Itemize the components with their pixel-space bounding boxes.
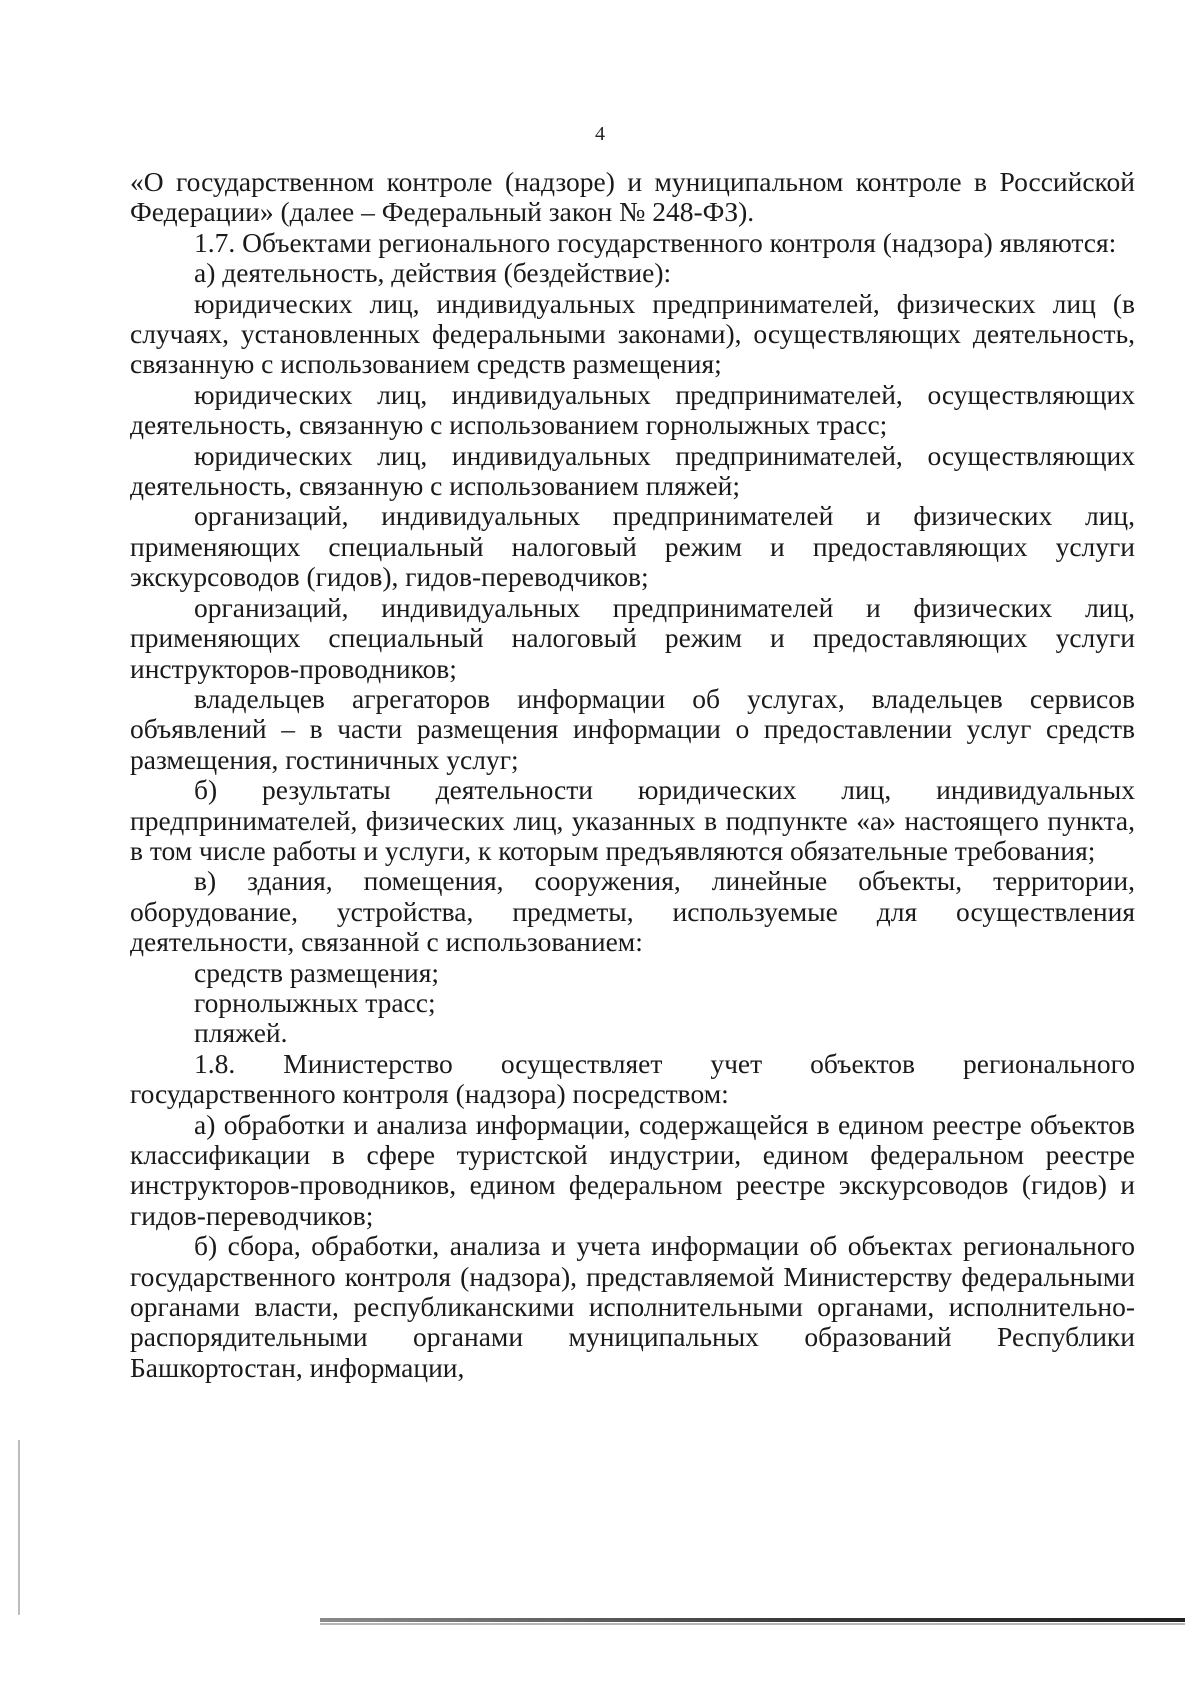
paragraph: «О государственном контроле (надзоре) и муниципальном контроле в Российской Федерации» (далее – Федеральный закон № 248-ФЗ).	[130, 166, 1135, 228]
paragraph: организаций, индивидуальных предпринимателей и физических лиц, применяющих специальный налоговый режим и предоставляющих услуги инструкторов-проводников;	[130, 591, 1135, 684]
paragraph: 1.7. Объектами регионального государственного контроля (надзора) являются:	[194, 226, 1117, 258]
paragraph: а) обработки и анализа информации, содержащейся в едином реестре объектов классификации в сфере туристской индустрии, едином федеральном реестре инструкторов-проводников, едином федеральном реестре экскурсоводов (гидов) и гидов-переводчиков;	[130, 1108, 1135, 1231]
page-number: 4	[595, 123, 605, 145]
document-body	[130, 167, 1135, 1383]
paragraph: а) деятельность, действия (бездействие):	[194, 257, 672, 289]
paragraph: владельцев агрегаторов информации об услугах, владельцев сервисов объявлений – в части размещения информации о предоставлении услуг средств размещения, гостиничных услуг;	[130, 682, 1135, 775]
paragraph: организаций, индивидуальных предпринимателей и физических лиц, применяющих специальный налоговый режим и предоставляющих услуги экскурсоводов (гидов), гидов-переводчиков;	[130, 500, 1135, 593]
paragraph: юридических лиц, индивидуальных предпринимателей, физических лиц (в случаях, установленных федеральными законами), осуществляющих деятельность, связанную с использованием средств размещения;	[130, 287, 1135, 380]
paragraph: пляжей.	[194, 1017, 288, 1049]
paragraph: юридических лиц, индивидуальных предпринимателей, осуществляющих деятельность, связанную с использованием пляжей;	[130, 439, 1135, 502]
scan-bottom-edge-shadow	[320, 1623, 1185, 1625]
paragraph: б) сбора, обработки, анализа и учета информации об объектах регионального государственного контроля (надзора), представляемой Министерству федеральными органами власти, республиканскими исполнительными органами, исполнительно-распорядительными органами муниципальных образований Республики Башкортостан, информации,	[130, 1230, 1135, 1383]
paragraph: б) результаты деятельности юридических лиц, индивидуальных предпринимателей, физических лиц, указанных в подпункте «а» настоящего пункта, в том числе работы и услуги, к которым предъявляются обязательные требования;	[130, 774, 1135, 866]
paragraph: юридических лиц, индивидуальных предпринимателей, осуществляющих деятельность, связанную с использованием горнолыжных трасс;	[130, 378, 1135, 441]
paragraph: горнолыжных трасс;	[194, 986, 436, 1018]
scan-bottom-edge	[320, 1618, 1185, 1622]
scan-margin-mark	[18, 1440, 20, 1615]
paragraph: средств размещения;	[194, 956, 440, 988]
paragraph: 1.8. Министерство осуществляет учет объектов регионального государственного контроля (надзора) посредством:	[130, 1047, 1135, 1110]
paragraph: в) здания, помещения, сооружения, линейные объекты, территории, оборудование, устройства, предметы, используемые для осуществления деятельности, связанной с использованием:	[130, 865, 1135, 958]
